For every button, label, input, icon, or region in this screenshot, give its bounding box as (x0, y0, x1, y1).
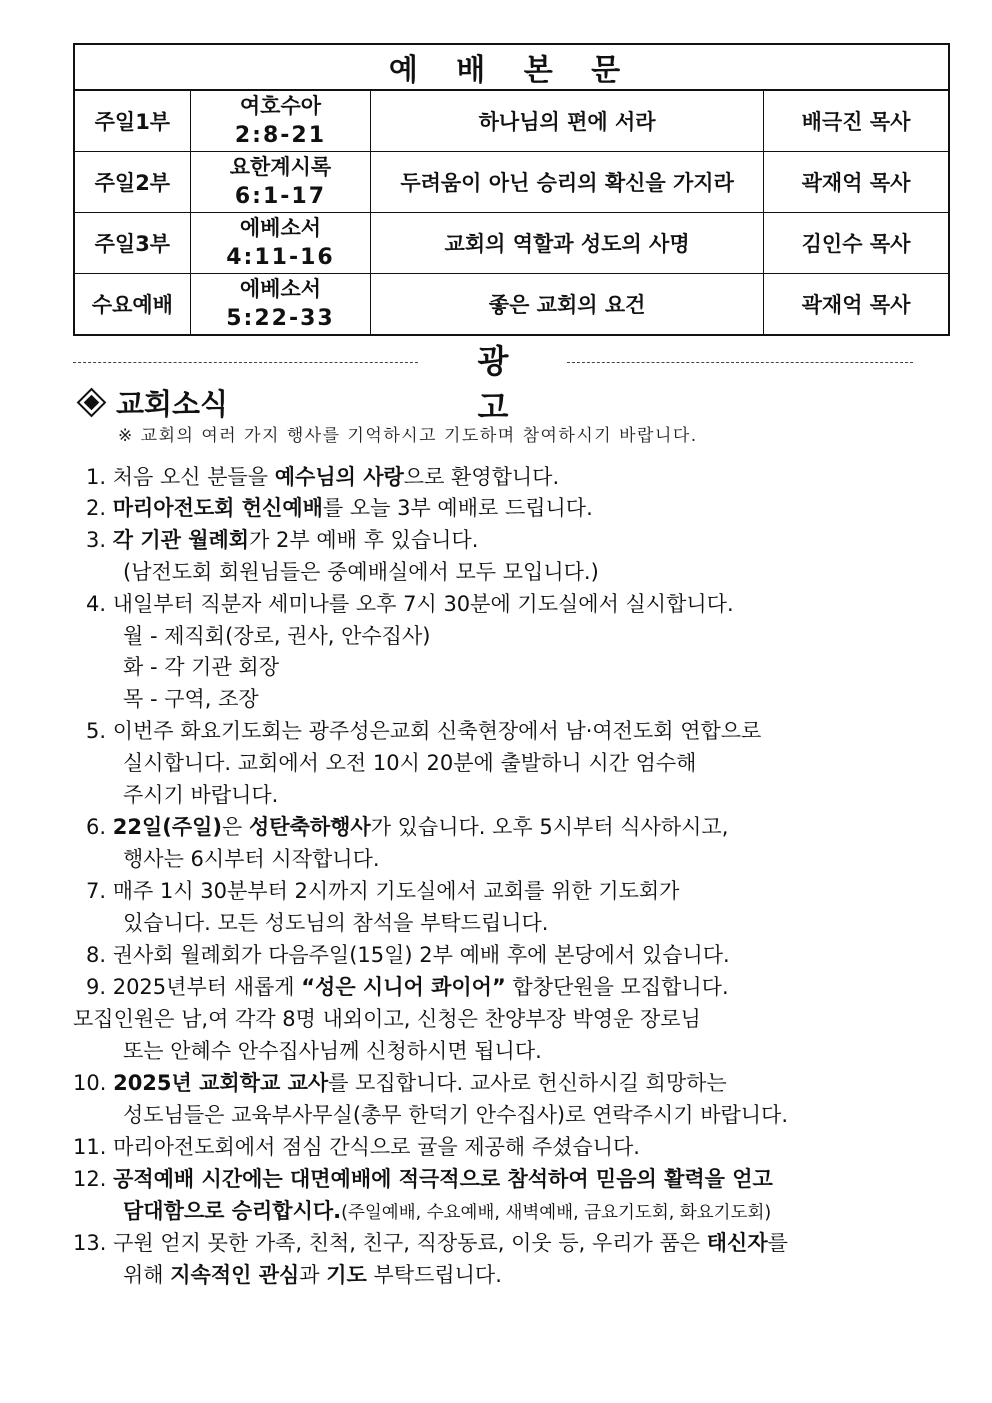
list-item-continued: 담대함으로 승리합시다.(주일예배, 수요예배, 새벽예배, 금요기도회, 화요기도회) (123, 1199, 772, 1223)
list-item-continued: 있습니다. 모든 성도님의 참석을 부탁드립니다. (123, 911, 549, 935)
diamond-bullet-icon (77, 388, 107, 418)
list-item: 4. 내일부터 직분자 세미나를 오후 7시 30분에 기도실에서 실시합니다. (86, 592, 734, 616)
service-name: 수요예배 (74, 274, 190, 336)
table-row (74, 274, 949, 336)
scripture-passage (190, 90, 370, 152)
list-item-continued: 성도님들은 교육부사무실(총무 한덕기 안수집사)로 연락주시기 바랍니다. (123, 1103, 789, 1127)
scripture-book: 여호수아 (239, 94, 322, 118)
service-name: 주일1부 (74, 90, 190, 152)
list-item: 6. 22일(주일)은 성탄축하행사가 있습니다. 오후 5시부터 식사하시고, (86, 815, 729, 839)
list-item-continued: 모집인원은 남,여 각각 8명 내외이고, 신청은 찬양부장 박영운 장로님 (73, 1007, 701, 1031)
list-item: 11. 마리아전도회에서 점심 간식으로 귤을 제공해 주셨습니다. (73, 1135, 640, 1159)
list-item: 9. 2025년부터 새롭게 “성은 시니어 콰이어” 합창단원을 모집합니다. (86, 975, 729, 999)
list-item: 12. 공적예배 시간에는 대면예배에 적극적으로 참석하여 믿음의 활력을 얻고 (73, 1167, 773, 1191)
table-title: 예 배 본 문 (74, 44, 949, 90)
list-item-continued: 목 - 구역, 조장 (123, 687, 259, 711)
list-item: 7. 매주 1시 30분부터 2시까지 기도실에서 교회를 위한 기도회가 (86, 879, 680, 903)
table-row (74, 90, 949, 152)
scripture-book: 에베소서 (239, 216, 322, 240)
table-row (74, 152, 949, 213)
list-item: 2. 마리아전도회 헌신예배를 오늘 3부 예배로 드립니다. (86, 496, 593, 520)
scripture-book: 에베소서 (239, 277, 322, 301)
list-item-continued: 실시합니다. 교회에서 오전 10시 20분에 출발하니 시간 엄수해 (123, 751, 697, 775)
scripture-book: 요한계시록 (229, 155, 332, 179)
scripture-passage (190, 213, 370, 274)
sermon-title: 두려움이 아닌 승리의 확신을 가지라 (371, 152, 764, 213)
list-item: 1. 처음 오신 분들을 예수님의 사랑으로 환영합니다. (86, 465, 560, 489)
sermon-title: 교회의 역할과 성도의 사명 (371, 213, 764, 274)
list-item: 13. 구원 얻지 못한 가족, 친척, 친구, 직장동료, 이웃 등, 우리가 품은 태신자를 (73, 1231, 788, 1255)
scripture-passage (190, 274, 370, 336)
section-title: 교회소식 (116, 387, 229, 421)
list-item-continued: 행사는 6시부터 시작합니다. (123, 847, 380, 871)
section-note: ※ 교회의 여러 가지 행사를 기억하시고 기도하며 참여하시기 바랍니다. (118, 426, 698, 446)
list-item-continued: 위해 지속적인 관심과 기도 부탁드립니다. (123, 1263, 502, 1287)
list-item-continued: 또는 안혜수 안수집사님께 신청하시면 됩니다. (123, 1039, 542, 1063)
dashed-line-right (567, 362, 913, 363)
table-row (74, 213, 949, 274)
service-name: 주일3부 (74, 213, 190, 274)
scripture-ref: 4:11-16 (226, 245, 335, 270)
list-item: 3. 각 기관 월례회가 2부 예배 후 있습니다. (86, 528, 479, 552)
section-heading (75, 382, 228, 423)
list-item: 5. 이번주 화요기도회는 광주성은교회 신축현장에서 남·여전도회 연합으로 (86, 719, 762, 743)
dashed-line-left (73, 362, 418, 363)
scripture-ref: 5:22-33 (226, 306, 335, 331)
scripture-ref: 6:1-17 (234, 184, 327, 209)
announcements-title: 광 고 (477, 342, 549, 426)
list-item-continued: (남전도회 회원님들은 중예배실에서 모두 모입니다.) (123, 560, 599, 584)
sermon-title: 하나님의 편에 서라 (371, 90, 764, 152)
service-name: 주일2부 (74, 152, 190, 213)
list-item-continued: 월 - 제직회(장로, 권사, 안수집사) (123, 624, 431, 648)
preacher: 곽재억 목사 (764, 274, 949, 336)
preacher: 김인수 목사 (764, 213, 949, 274)
preacher: 곽재억 목사 (764, 152, 949, 213)
scripture-passage (190, 152, 370, 213)
worship-scripture-table (73, 43, 950, 336)
preacher: 배극진 목사 (764, 90, 949, 152)
list-item: 8. 권사회 월례회가 다음주일(15일) 2부 예배 후에 본당에서 있습니다. (86, 943, 730, 967)
sermon-title: 좋은 교회의 요건 (371, 274, 764, 336)
list-item: 10. 2025년 교회학교 교사를 모집합니다. 교사로 헌신하시길 희망하는 (73, 1071, 727, 1095)
list-item-continued: 주시기 바랍니다. (123, 783, 279, 807)
scripture-ref: 2:8-21 (234, 123, 327, 148)
list-item-continued: 화 - 각 기관 회장 (123, 655, 279, 679)
